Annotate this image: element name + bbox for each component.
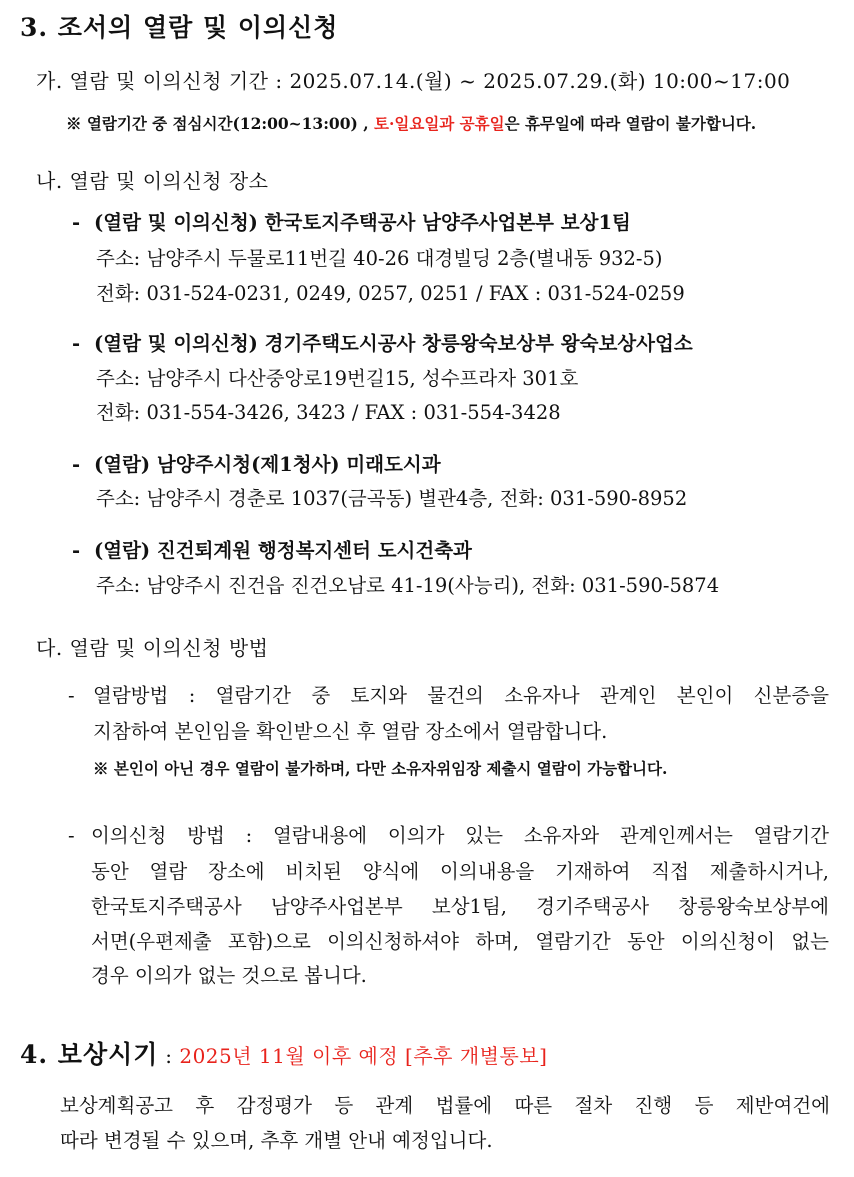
place-cityhall-address: 주소: 남양주시 경춘로 1037(금곡동) 별관4층, 전화: 031-590-8952 — [96, 487, 688, 510]
section-4-title: 4. 보상시기 — [20, 1040, 159, 1069]
objection-line-5: 경우 이의가 없는 것으로 봅니다. — [91, 964, 367, 987]
place-gh-phone: 전화: 031-554-3426, 3423 / FAX : 031-554-3428 — [96, 401, 561, 424]
place-lh-phone: 전화: 031-524-0231, 0249, 0257, 0251 / FAX : 031-524-0259 — [96, 282, 685, 305]
place-center-address: 주소: 남양주시 진건읍 진건오남로 41-19(사능리), 전화: 031-590-5874 — [96, 574, 720, 597]
section-3-title: 3. 조서의 열람 및 이의신청 — [20, 13, 339, 42]
holiday-highlight: 토·일요일과 공휴일 — [374, 114, 505, 133]
objection-method-dash: - — [68, 824, 75, 847]
objection-line-3: 한국토지주택공사 남양주사업본부 보상1팀, 경기주택공사 창릉왕숙보상부에 — [91, 895, 829, 918]
view-method-line-1: 열람방법 : 열람기간 중 토지와 물건의 소유자나 관계인 본인이 신분증을 — [93, 684, 829, 707]
viewing-period-heading: 가. 열람 및 이의신청 기간 : 2025.07.14.(월) ~ 2025.07.29.(화) 10:00~17:00 — [36, 69, 791, 93]
place-gh-name: - (열람 및 이의신청) 경기주택도시공사 창릉왕숙보상부 왕숙보상사업소 — [72, 332, 693, 355]
section-4-body-line-1: 보상계획공고 후 감정평가 등 관계 법률에 따른 절차 진행 등 제반여건에 — [60, 1094, 830, 1117]
viewing-method-heading: 다. 열람 및 이의신청 방법 — [36, 636, 269, 660]
view-method-line-2: 지참하여 본인임을 확인받으신 후 열람 장소에서 열람합니다. — [93, 720, 608, 743]
viewing-period-note: ※ 열람기간 중 점심시간(12:00~13:00) , 토·일요일과 공휴일은 휴무일에 따라 열람이 불가합니다. — [66, 114, 757, 133]
compensation-schedule-highlight: 2025년 11월 이후 예정 [추후 개별통보] — [179, 1044, 548, 1068]
objection-line-2: 동안 열람 장소에 비치된 양식에 이의내용을 기재하여 직접 제출하시거나, — [91, 860, 829, 883]
objection-line-4: 서면(우편제출 포함)으로 이의신청하셔야 하며, 열람기간 동안 이의신청이 없는 — [91, 930, 829, 953]
view-method-note: ※ 본인이 아닌 경우 열람이 불가하며, 다만 소유자위임장 제출시 열람이 가능합니다. — [93, 759, 668, 778]
view-method-dash: - — [68, 684, 75, 707]
place-lh-name: - (열람 및 이의신청) 한국토지주택공사 남양주사업본부 보상1팀 — [72, 211, 631, 234]
place-lh-address: 주소: 남양주시 두물로11번길 40-26 대경빌딩 2층(별내동 932-5) — [96, 247, 663, 270]
place-center-name: - (열람) 진건퇴계원 행정복지센터 도시건축과 — [72, 539, 472, 562]
viewing-place-heading: 나. 열람 및 이의신청 장소 — [36, 169, 269, 193]
section-4-heading: 4. 보상시기 : 2025년 11월 이후 예정 [추후 개별통보] — [20, 1040, 548, 1069]
place-gh-address: 주소: 남양주시 다산중앙로19번길15, 성수프라자 301호 — [96, 367, 579, 390]
place-cityhall-name: - (열람) 남양주시청(제1청사) 미래도시과 — [72, 453, 441, 476]
section-4-body-line-2: 따라 변경될 수 있으며, 추후 개별 안내 예정입니다. — [60, 1129, 493, 1152]
objection-line-1: 이의신청 방법 : 열람내용에 이의가 있는 소유자와 관계인께서는 열람기간 — [91, 824, 829, 847]
